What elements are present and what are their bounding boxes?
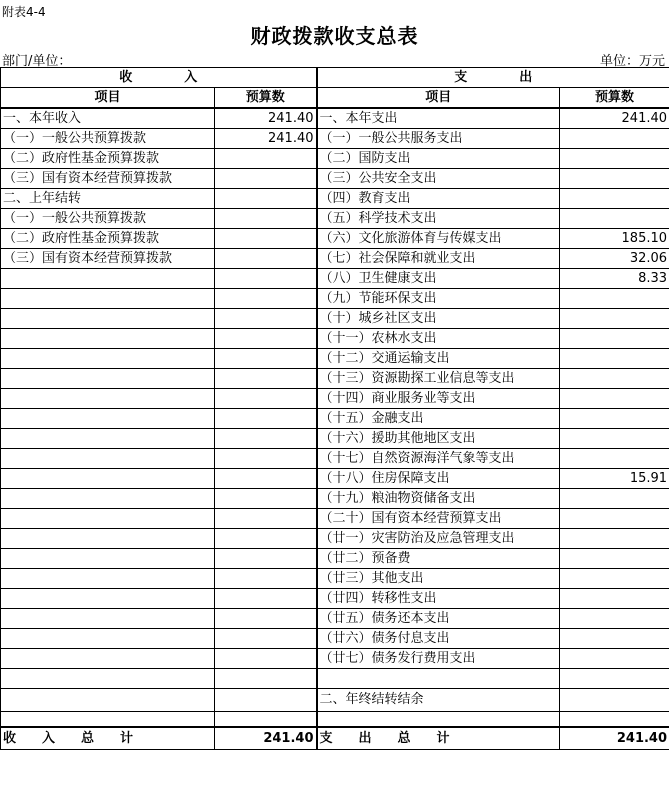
expense-item-cell: （十八）住房保障支出 [317,469,560,489]
income-item-cell [1,589,215,609]
expense-item-cell: 二、年终结转结余 [317,689,560,712]
table-row [1,609,669,629]
income-value-cell [215,589,317,609]
expense-item-cell: （五）科学技术支出 [317,209,560,229]
expense-item-cell: 一、本年支出 [317,108,560,129]
income-value-cell [215,469,317,489]
income-value-cell [215,389,317,409]
table-row [1,349,669,369]
table-row [1,269,669,289]
expense-item-cell: （二十）国有资本经营预算支出 [317,509,560,529]
expense-value-cell: 32.06 [560,249,669,269]
income-item-cell: （一）一般公共预算拨款 [1,209,215,229]
table-row [1,669,669,689]
expense-value-cell [560,429,669,449]
budget-table [0,67,669,750]
income-value-cell [215,569,317,589]
expense-item-cell: （十一）农林水支出 [317,329,560,349]
expense-item-cell: （二）国防支出 [317,149,560,169]
income-value-cell [215,609,317,629]
table-row [1,469,669,489]
income-value-cell [215,449,317,469]
income-value-cell [215,649,317,669]
expense-value-cell [560,349,669,369]
income-value-cell [215,229,317,249]
expense-value-cell [560,129,669,149]
table-row [1,209,669,229]
expense-value-cell [560,309,669,329]
table-row [1,249,669,269]
expense-value-cell [560,509,669,529]
expense-item-cell: （九）节能环保支出 [317,289,560,309]
expense-value-cell [560,409,669,429]
attachment-number: 附表4-4 [2,5,46,19]
income-item-cell: （三）国有资本经营预算拨款 [1,169,215,189]
expense-item-cell: （十七）自然资源海洋气象等支出 [317,449,560,469]
page-title: 财政拨款收支总表 [250,24,419,48]
expense-item-cell: （廿三）其他支出 [317,569,560,589]
income-item-cell [1,509,215,529]
table-row [1,309,669,329]
expense-item-cell: （十六）援助其他地区支出 [317,429,560,449]
expense-value-cell [560,209,669,229]
table-row [1,569,669,589]
income-item-cell [1,649,215,669]
income-value-cell [215,149,317,169]
expense-value-cell [560,569,669,589]
income-item-header: 项目 [1,88,215,109]
income-budget-header: 预算数 [215,88,317,109]
income-item-cell [1,609,215,629]
income-item-cell [1,429,215,449]
income-value-cell [215,369,317,389]
table-row [1,149,669,169]
expense-item-cell: （廿四）转移性支出 [317,589,560,609]
expense-item-cell: （十）城乡社区支出 [317,309,560,329]
expense-value-cell [560,389,669,409]
table-row [1,489,669,509]
expense-value-cell [560,589,669,609]
table-row [1,629,669,649]
income-value-cell [215,329,317,349]
expense-item-cell: （廿一）灾害防治及应急管理支出 [317,529,560,549]
expense-value-cell [560,629,669,649]
income-item-cell [1,712,215,728]
expense-item-cell: （八）卫生健康支出 [317,269,560,289]
expense-item-cell: （十九）粮油物资储备支出 [317,489,560,509]
expense-value-cell [560,669,669,689]
income-item-cell: 二、上年结转 [1,189,215,209]
income-group-header: 收 入 [1,68,317,88]
expense-total-label: 支 出 总 计 [317,727,560,750]
expense-value-cell [560,609,669,629]
expense-item-cell: （六）文化旅游体育与传媒支出 [317,229,560,249]
expense-value-cell [560,189,669,209]
expense-value-cell [560,449,669,469]
income-value-cell [215,209,317,229]
expense-value-cell [560,329,669,349]
expense-value-cell: 8.33 [560,269,669,289]
income-item-cell: （三）国有资本经营预算拨款 [1,249,215,269]
expense-item-cell: （廿二）预备费 [317,549,560,569]
expense-value-cell [560,649,669,669]
income-item-cell [1,569,215,589]
table-row [1,449,669,469]
income-value-cell [215,669,317,689]
income-item-cell [1,269,215,289]
income-item-cell [1,689,215,712]
expense-item-cell: （四）教育支出 [317,189,560,209]
income-item-cell [1,309,215,329]
table-row [1,689,669,712]
income-total-value: 241.40 [215,727,317,750]
expense-item-header: 项目 [317,88,560,109]
expense-value-cell [560,712,669,728]
income-value-cell [215,429,317,449]
table-row [1,329,669,349]
department-label: 部门/单位： [2,54,72,69]
expense-item-cell: （十五）金融支出 [317,409,560,429]
expense-item-cell: （廿五）债务还本支出 [317,609,560,629]
table-row [1,229,669,249]
expense-item-cell: （十三）资源勘探工业信息等支出 [317,369,560,389]
income-value-cell: 241.40 [215,129,317,149]
expense-value-cell [560,489,669,509]
expense-value-cell [560,289,669,309]
group-header-row [1,68,669,88]
table-row [1,529,669,549]
expense-item-cell: （十四）商业服务业等支出 [317,389,560,409]
income-value-cell [215,409,317,429]
expense-value-cell [560,149,669,169]
expense-value-cell [560,169,669,189]
income-item-cell [1,449,215,469]
income-item-cell [1,329,215,349]
table-row [1,189,669,209]
income-item-cell: （二）政府性基金预算拨款 [1,149,215,169]
income-item-cell [1,389,215,409]
income-item-cell [1,469,215,489]
table-row [1,409,669,429]
income-total-label: 收 入 总 计 [1,727,215,750]
expense-value-cell [560,689,669,712]
income-value-cell [215,349,317,369]
income-item-cell [1,369,215,389]
table-row [1,369,669,389]
income-item-cell [1,669,215,689]
income-value-cell [215,629,317,649]
table-row [1,169,669,189]
table-row [1,429,669,449]
expense-budget-header: 预算数 [560,88,669,109]
income-value-cell [215,169,317,189]
income-value-cell [215,509,317,529]
table-row [1,129,669,149]
income-value-cell [215,712,317,728]
income-value-cell [215,189,317,209]
income-item-cell [1,529,215,549]
table-row [1,549,669,569]
totals-row [1,727,669,750]
table-row [1,389,669,409]
income-item-cell: （二）政府性基金预算拨款 [1,229,215,249]
expense-group-header: 支 出 [317,68,669,88]
income-value-cell: 241.40 [215,108,317,129]
income-item-cell [1,409,215,429]
expense-value-cell [560,529,669,549]
table-row [1,289,669,309]
expense-item-cell [317,712,560,728]
income-value-cell [215,529,317,549]
table-row [1,589,669,609]
expense-value-cell [560,369,669,389]
expense-value-cell: 185.10 [560,229,669,249]
income-item-cell: （一）一般公共预算拨款 [1,129,215,149]
expense-item-cell: （廿六）债务付息支出 [317,629,560,649]
table-row [1,649,669,669]
income-item-cell [1,349,215,369]
income-value-cell [215,269,317,289]
expense-item-cell [317,669,560,689]
expense-value-cell [560,549,669,569]
expense-item-cell: （七）社会保障和就业支出 [317,249,560,269]
income-item-cell [1,289,215,309]
income-value-cell [215,489,317,509]
expense-item-cell: （三）公共安全支出 [317,169,560,189]
income-value-cell [215,289,317,309]
income-value-cell [215,689,317,712]
table-row [1,108,669,129]
income-item-cell [1,489,215,509]
income-item-cell [1,549,215,569]
expense-value-cell: 241.40 [560,108,669,129]
income-value-cell [215,309,317,329]
income-item-cell [1,629,215,649]
column-header-row [1,88,669,109]
table-row [1,509,669,529]
income-value-cell [215,249,317,269]
expense-total-value: 241.40 [560,727,669,750]
expense-value-cell: 15.91 [560,469,669,489]
expense-item-cell: （十二）交通运输支出 [317,349,560,369]
income-value-cell [215,549,317,569]
table-row [1,712,669,728]
expense-item-cell: （廿七）债务发行费用支出 [317,649,560,669]
income-item-cell: 一、本年收入 [1,108,215,129]
expense-item-cell: （一）一般公共服务支出 [317,129,560,149]
unit-label: 单位：万元 [599,54,665,69]
